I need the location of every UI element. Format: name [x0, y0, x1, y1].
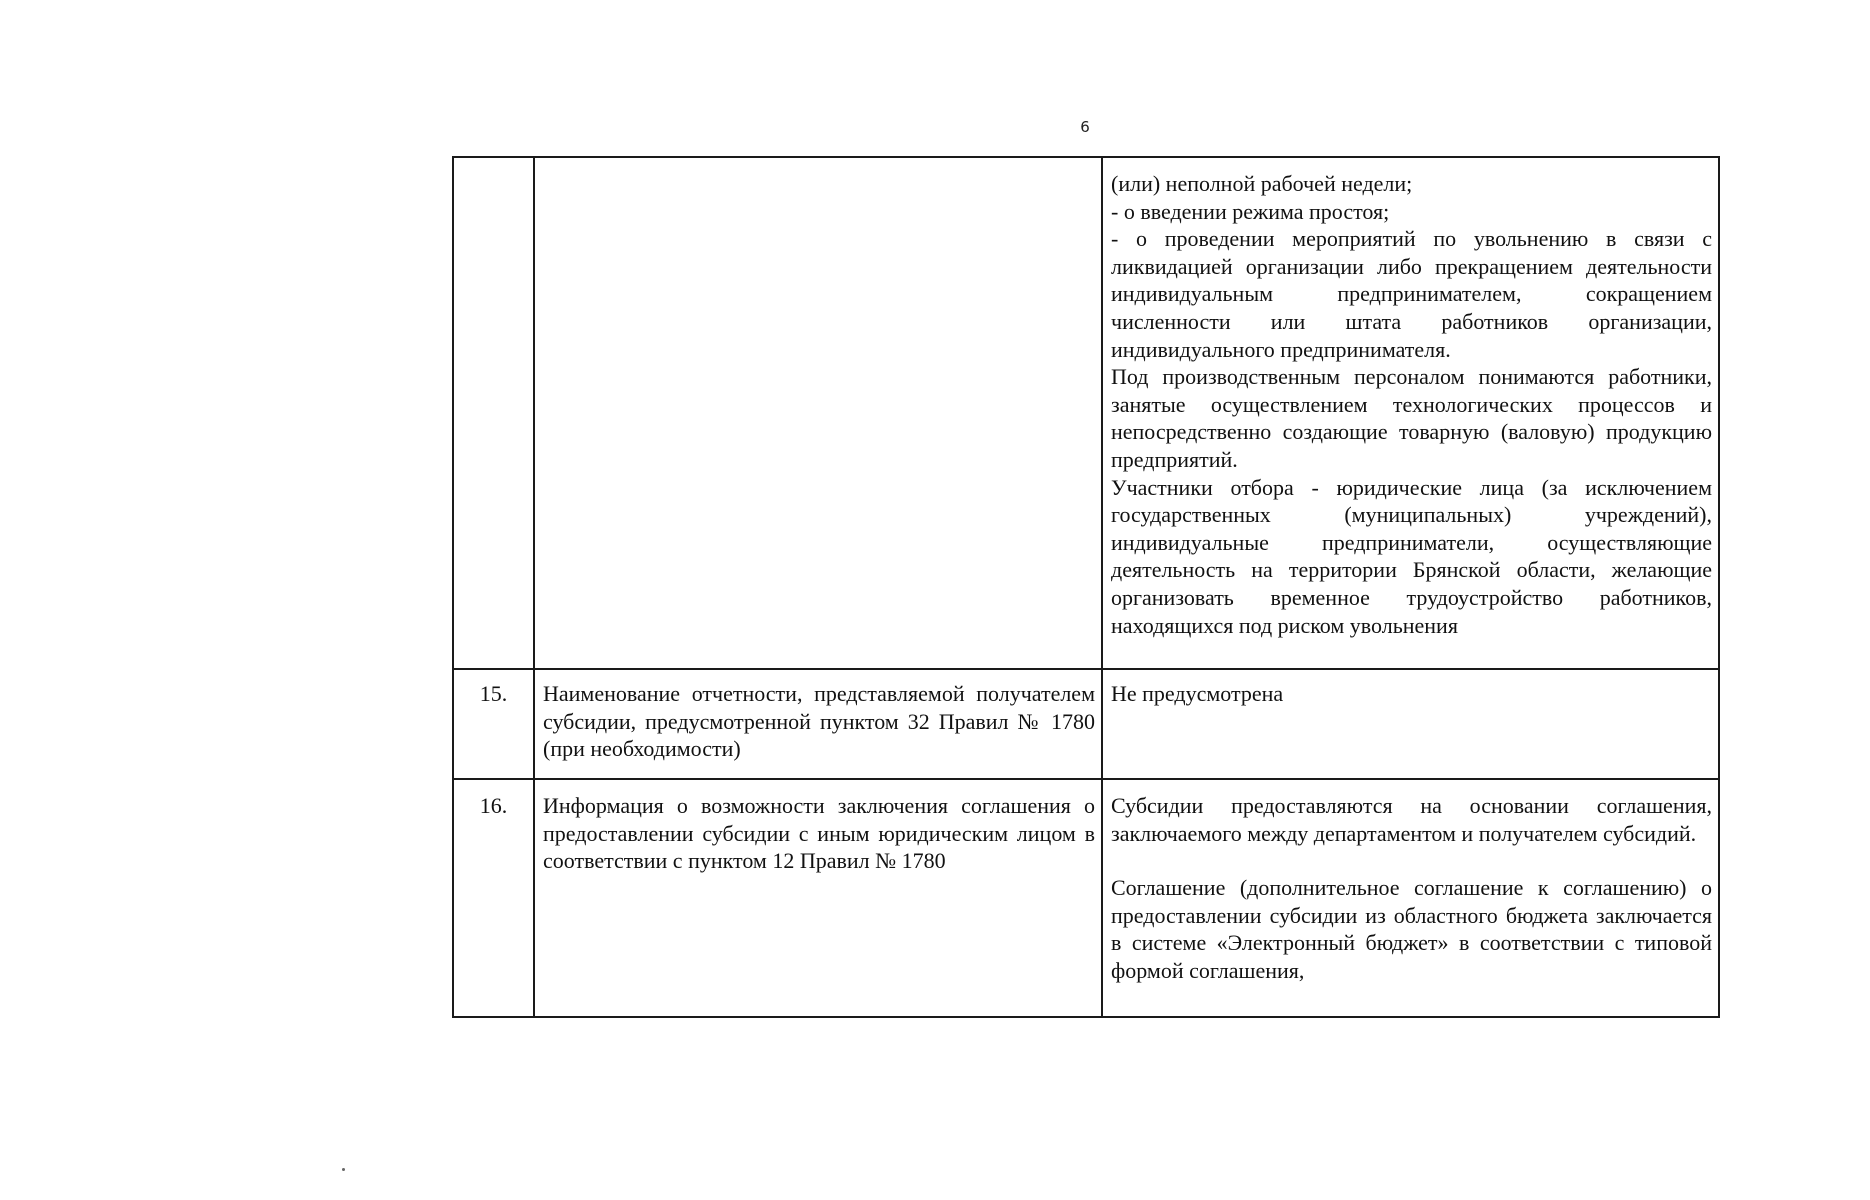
content-paragraph: Под производственным персоналом понимаются работники, занятые осуществлением технологических процессов и непосредственно создающие товарную (валовую) продукцию предприятий.: [1111, 364, 1712, 472]
row-name-cell: Наименование отчетности, представляемой получателем субсидии, предусмотренной пунктом 32 Правил № 1780 (при необходимости): [534, 669, 1102, 779]
row-number-cell: [453, 157, 534, 669]
table-row-continuation: [453, 157, 1719, 669]
row-name-cell: [534, 157, 1102, 669]
row-number-cell: 15.: [453, 669, 534, 779]
row-content-cell: [1102, 779, 1719, 1017]
content-paragraph: - о проведении мероприятий по увольнению в связи с ликвидацией организации либо прекращением деятельности индивидуальным предпринимателем, сокращением численности или штата работников организации, индивидуального предпринимателя.: [1111, 226, 1712, 362]
content-paragraph: Участники отбора - юридические лица (за исключением государственных (муниципальных) учреждений), индивидуальные предприниматели, осуществляющие деятельность на территории Брянской области, желающие организовать временное трудоустройство работников, находящихся под риском увольнения: [1111, 474, 1712, 638]
table-row-15: [453, 669, 1719, 779]
content-paragraph: Не предусмотрена: [1111, 681, 1284, 706]
row-name-cell: Информация о возможности заключения соглашения о предоставлении субсидии с иным юридическим лицом в соответствии с пунктом 12 Правил № 1780: [534, 779, 1102, 1017]
row-number-cell: 16.: [453, 779, 534, 1017]
page-number: 6: [1080, 118, 1090, 136]
content-paragraph: (или) неполной рабочей недели;: [1111, 171, 1413, 196]
content-paragraph: - о введении режима простоя;: [1111, 198, 1390, 224]
subsidy-info-table: [452, 156, 1720, 1018]
content-paragraph: Соглашение (дополнительное соглашение к соглашению) о предоставлении субсидии из областного бюджета заключается в системе «Электронный бюджет» в соответствии с типовой формой соглашения,: [1111, 875, 1712, 983]
scan-speck: [342, 1168, 345, 1171]
row-content-cell: [1102, 669, 1719, 779]
table-row-16: [453, 779, 1719, 1017]
content-paragraph: Субсидии предоставляются на основании соглашения, заключаемого между департаментом и получателем субсидий.: [1111, 793, 1712, 846]
row-content-cell: [1102, 157, 1719, 669]
